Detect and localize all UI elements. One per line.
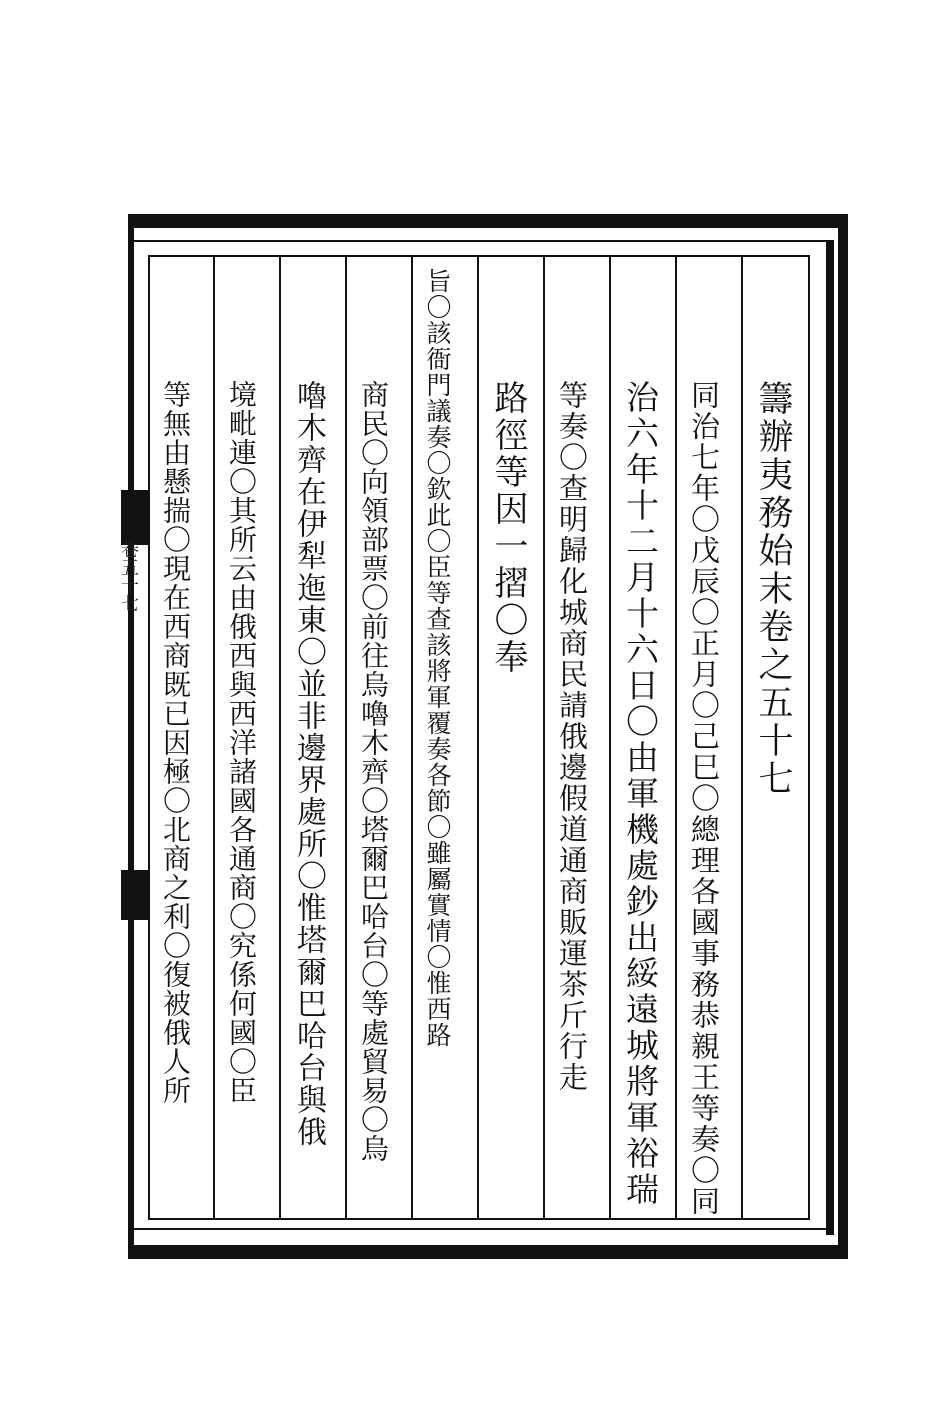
margin-label: 卷五十七 <box>118 540 139 612</box>
bottom-rule <box>128 1228 834 1230</box>
text-column-2: 治六年十二月十六日〇由軍機處鈔出綏遠城將軍裕瑞 <box>621 380 660 1208</box>
column-rule <box>279 255 281 1220</box>
volume-title: 籌辦夷務始末卷之五十七 <box>753 380 793 798</box>
text-column-1: 同治七年〇戊辰〇正月〇己巳〇總理各國事務恭親王等奏〇同 <box>687 380 721 1217</box>
column-rule <box>543 255 545 1220</box>
text-column-7: 嚕木齊在伊犁迤東〇並非邊界處所〇惟塔爾巴哈台與俄 <box>291 380 326 1148</box>
text-column-3: 等奏〇查明歸化城商民請俄邊假道通商販運茶斤行走 <box>555 380 589 1093</box>
column-rule <box>411 255 413 1220</box>
text-column-5: 旨〇該衙門議奏〇欽此〇臣等查該將軍覆奏各節〇雖屬實情〇惟西路 <box>423 268 452 1048</box>
column-rule <box>345 255 347 1220</box>
column-rule <box>213 255 215 1220</box>
column-rule <box>609 255 611 1220</box>
text-column-4: 路徑等因一摺〇奉 <box>488 380 528 676</box>
column-rule <box>741 255 743 1220</box>
column-rule <box>675 255 677 1220</box>
right-border-bar <box>826 240 834 1235</box>
text-column-9: 等無由懸揣〇現在西商既已因極〇北商之利〇復被俄人所 <box>159 380 192 1105</box>
top-rule <box>128 240 834 242</box>
column-rule <box>477 255 479 1220</box>
text-column-6: 商民〇向領部票〇前往烏嚕木齊〇塔爾巴哈台〇等處貿易〇烏 <box>357 380 390 1163</box>
fish-tail-mark-top <box>121 490 149 545</box>
text-column-8: 境毗連〇其所云由俄西與西洋諸國各通商〇究係何國〇臣 <box>225 380 258 1105</box>
fish-tail-mark-bottom <box>121 870 149 920</box>
